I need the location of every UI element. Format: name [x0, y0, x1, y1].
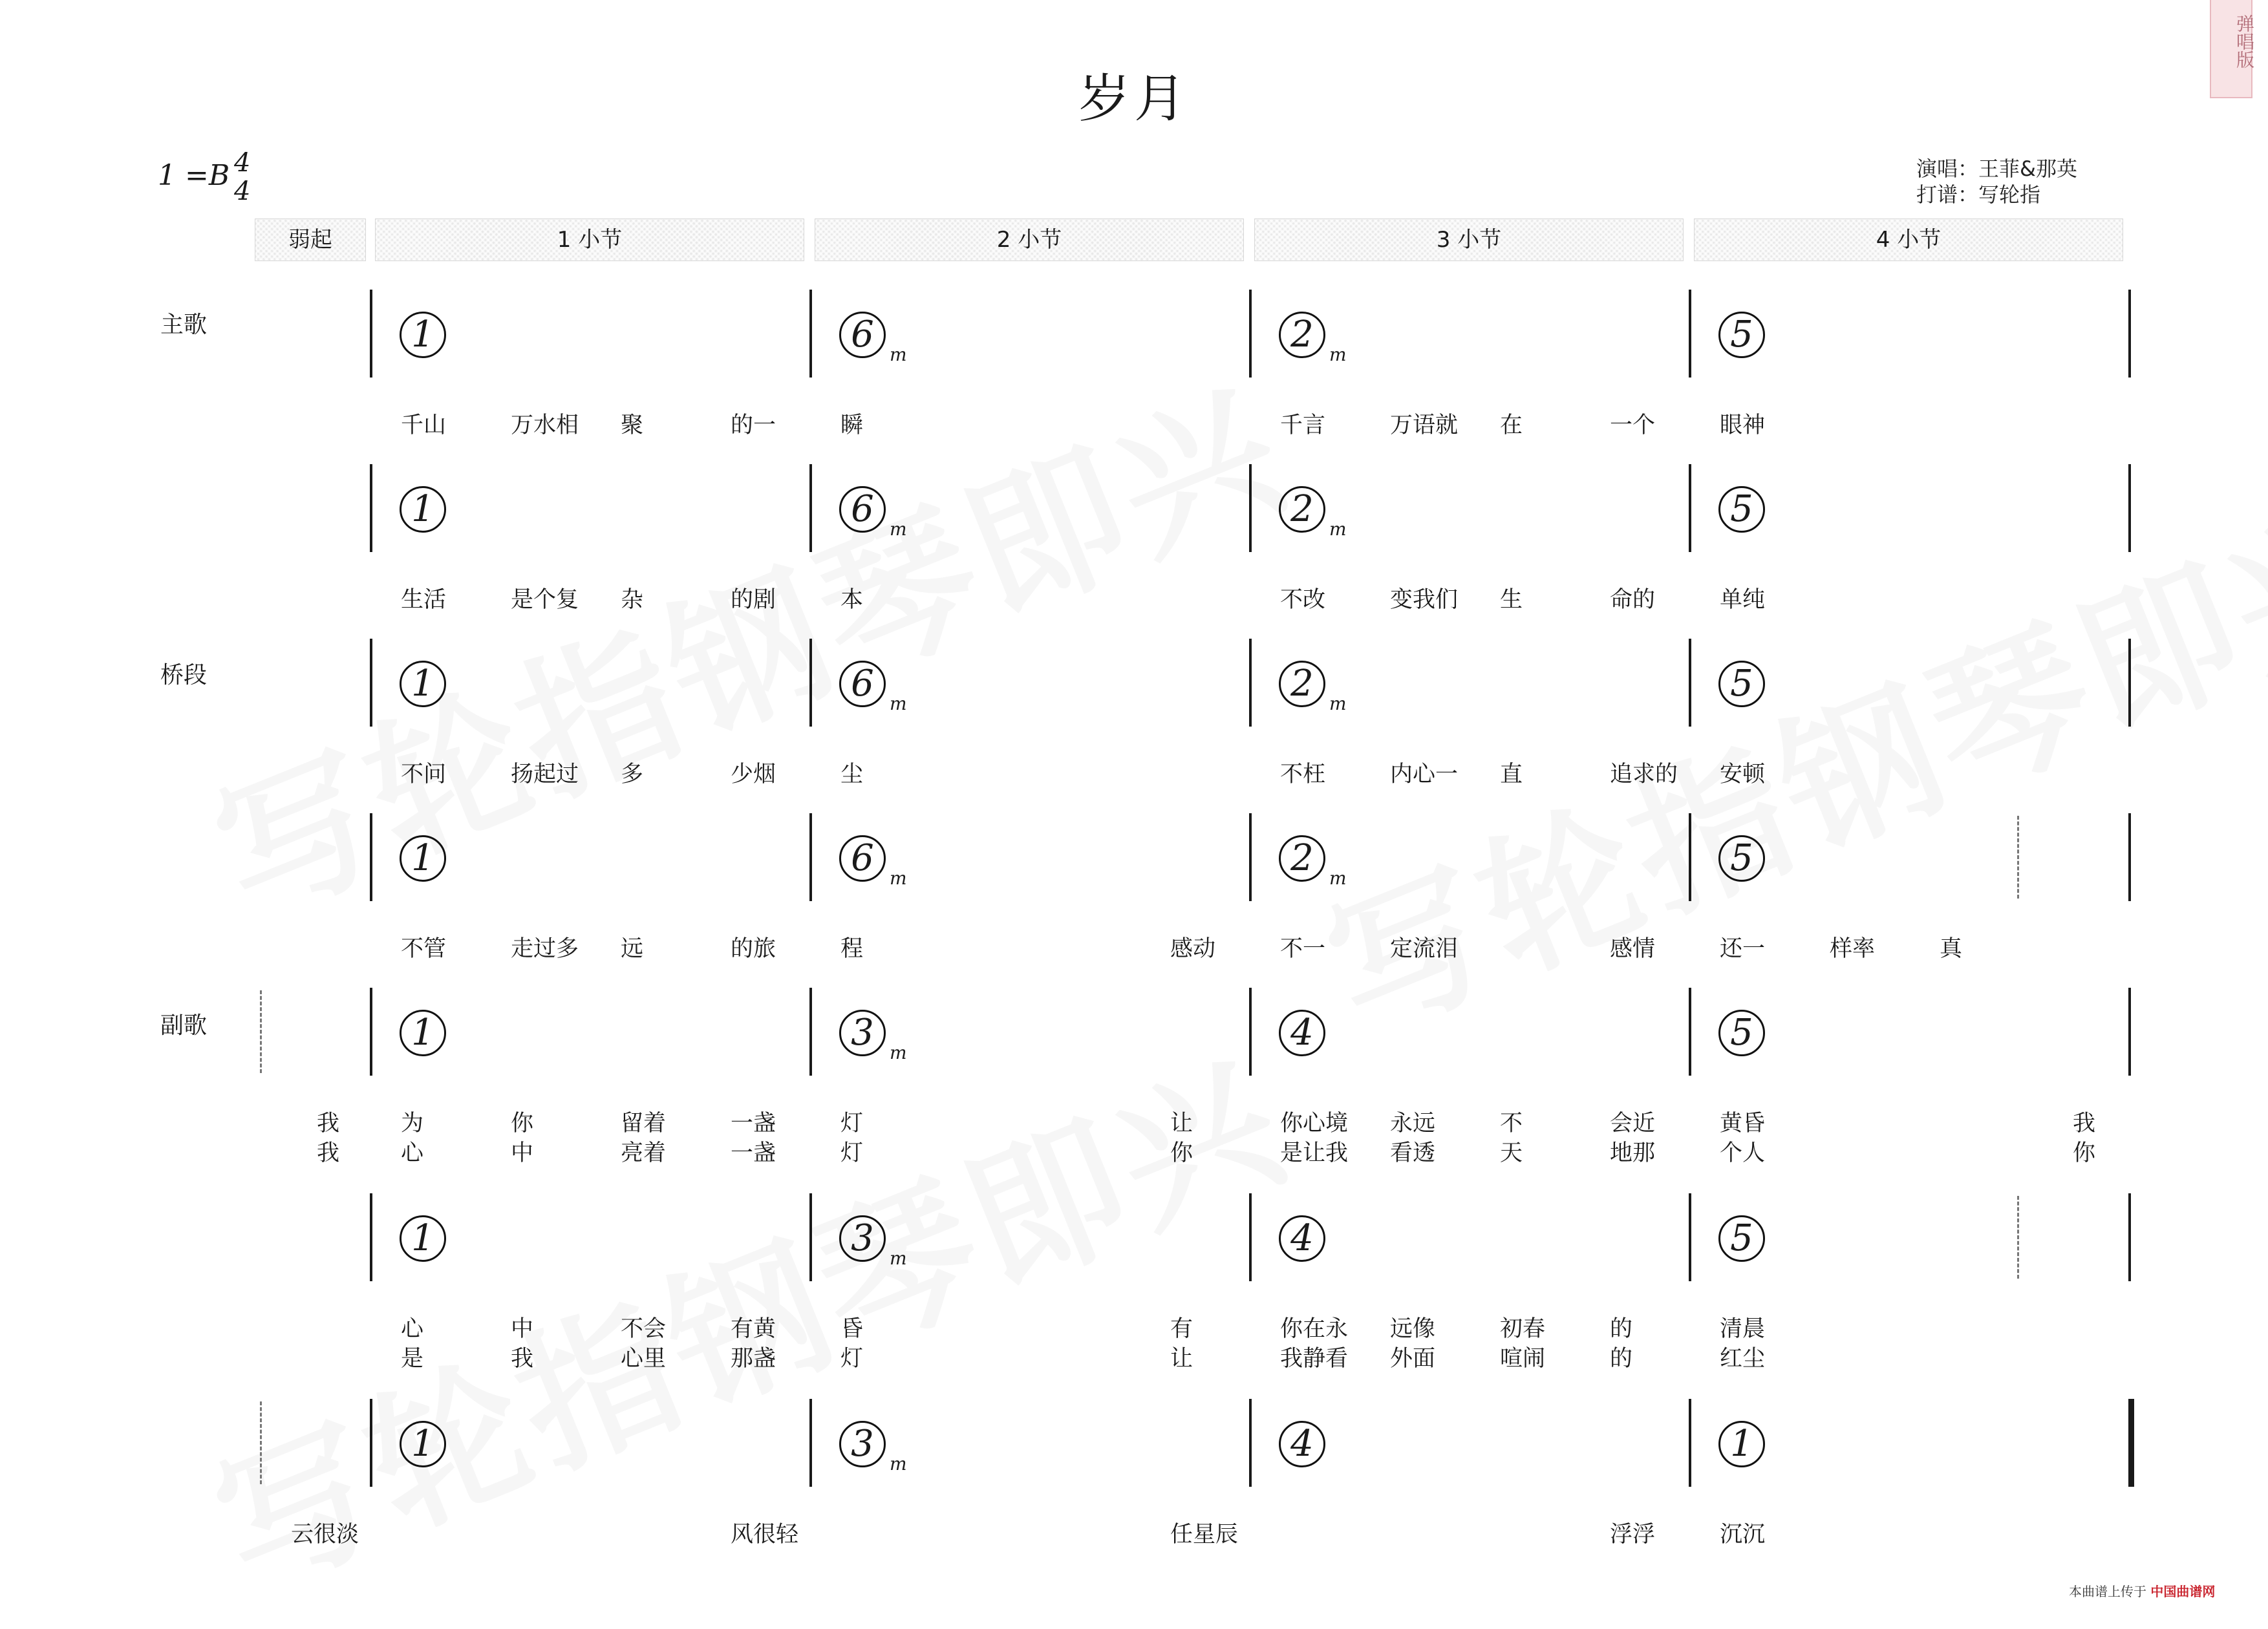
credit-arranger: 打谱：写轮指 [1916, 182, 2041, 207]
lyric-syllable: 亮着 [621, 1140, 667, 1166]
lyric-syllable: 本 [840, 587, 864, 613]
lyric-syllable: 的旅 [731, 936, 776, 962]
lyric-syllable: 为 [401, 1111, 424, 1136]
lyric-syllable: 单纯 [1720, 587, 1766, 613]
chord-degree: 4 [1279, 1421, 1325, 1467]
chord-degree: 2 [1279, 312, 1325, 358]
header-measure-3: 3 小节 [1254, 218, 1684, 261]
chord-degree: 3 [839, 1421, 886, 1467]
lyric-syllable: 天 [1500, 1140, 1523, 1166]
lyric-syllable: 灯 [840, 1346, 864, 1372]
lyric-syllable: 红尘 [1720, 1346, 1766, 1372]
lyric-syllable: 心里 [621, 1346, 667, 1372]
stamp-text: 弹唱版 [2234, 14, 2255, 69]
lyric-syllable: 你 [511, 1111, 534, 1136]
lyric-syllable: 一盏 [731, 1111, 776, 1136]
lyric-syllable: 万语就 [1390, 412, 1459, 438]
lyric-syllable: 你在永 [1280, 1316, 1349, 1342]
footer-note [2069, 1581, 2215, 1600]
chord-degree: 3 [839, 1010, 886, 1056]
lyric-syllable: 变我们 [1390, 587, 1459, 613]
chord-quality: m [890, 518, 907, 540]
chord-degree: 1 [1718, 1421, 1765, 1467]
lyric-syllable: 直 [1500, 761, 1523, 787]
chord-degree: 5 [1718, 1010, 1765, 1056]
lyric-syllable: 万水相 [511, 412, 579, 438]
section-label-bridge: 桥段 [160, 662, 208, 688]
lyric-syllable: 远像 [1390, 1316, 1436, 1342]
section-label-chorus: 副歌 [160, 1012, 208, 1039]
lyric-syllable: 中 [511, 1140, 534, 1166]
bar-line [1249, 464, 1252, 552]
bar-line [370, 290, 372, 378]
lyric-syllable: 杂 [621, 587, 644, 613]
lyric-syllable: 安顿 [1720, 761, 1766, 787]
chord-degree: 6 [839, 486, 886, 533]
chord-degree: 5 [1718, 835, 1765, 882]
lyric-syllable: 让 [1170, 1111, 1193, 1136]
lyric-syllable: 心 [401, 1140, 424, 1166]
chord-quality: m [1329, 518, 1347, 540]
lyric-syllable: 程 [840, 936, 864, 962]
lyric-syllable: 我 [317, 1111, 340, 1136]
lyric-syllable: 瞬 [840, 412, 864, 438]
chord-quality: m [890, 1248, 907, 1269]
lyric-syllable: 是让我 [1280, 1140, 1349, 1166]
header-measure-1: 1 小节 [375, 218, 804, 261]
lyric-syllable: 在 [1500, 412, 1523, 438]
header-measure-4: 4 小节 [1694, 218, 2123, 261]
bar-line [370, 1399, 372, 1487]
lyric-syllable: 的一 [731, 412, 776, 438]
bar-line [1249, 813, 1252, 901]
bar-line [1249, 1399, 1252, 1487]
lyric-syllable: 扬起过 [511, 761, 579, 787]
credit-singer: 演唱：王菲&那英 [1916, 156, 2077, 181]
lyric-syllable: 不问 [401, 761, 447, 787]
lyric-syllable: 心 [401, 1316, 424, 1342]
bar-line [2128, 988, 2131, 1076]
bar-line [809, 813, 812, 901]
lyric-syllable: 走过多 [511, 936, 579, 962]
bar-line [2128, 639, 2131, 727]
lyric-syllable: 风很轻 [731, 1522, 799, 1548]
chord-degree: 5 [1718, 312, 1765, 358]
lyric-syllable: 真 [1940, 936, 1963, 962]
lyric-syllable: 我静看 [1280, 1346, 1349, 1372]
lyric-syllable: 是个复 [511, 587, 579, 613]
header-measure-2: 2 小节 [815, 218, 1244, 261]
bar-line [1689, 639, 1691, 727]
lyric-syllable: 个人 [1720, 1140, 1766, 1166]
chord-degree: 2 [1279, 835, 1325, 882]
bar-line [1689, 464, 1691, 552]
lyric-syllable: 不 [1500, 1111, 1523, 1136]
lyric-syllable: 生 [1500, 587, 1523, 613]
lyric-syllable: 初春 [1500, 1316, 1546, 1342]
lyric-syllable: 千言 [1280, 412, 1326, 438]
time-signature [234, 149, 250, 206]
chord-quality: m [1329, 868, 1347, 889]
bar-line [1249, 290, 1252, 378]
chord-degree: 1 [400, 661, 446, 707]
lyric-syllable: 会近 [1610, 1111, 1656, 1136]
chord-degree: 3 [839, 1215, 886, 1262]
bar-line [1689, 290, 1691, 378]
bar-line [1689, 988, 1691, 1076]
repeat-dash-line [2017, 816, 2019, 899]
chord-degree: 6 [839, 312, 886, 358]
chord-degree: 5 [1718, 1215, 1765, 1262]
lyric-syllable: 清晨 [1720, 1316, 1766, 1342]
bar-line [1249, 1193, 1252, 1281]
chord-degree: 1 [400, 1215, 446, 1262]
lyric-syllable: 有 [1170, 1316, 1193, 1342]
chord-degree: 4 [1279, 1010, 1325, 1056]
chord-degree: 1 [400, 486, 446, 533]
bar-line [1249, 988, 1252, 1076]
lyric-syllable: 不一 [1280, 936, 1326, 962]
bar-line [370, 1193, 372, 1281]
lyric-syllable: 云很淡 [291, 1522, 359, 1548]
lyric-syllable: 我 [2073, 1111, 2096, 1136]
bar-line [370, 988, 372, 1076]
lyric-syllable: 定流泪 [1390, 936, 1459, 962]
lyric-syllable: 不枉 [1280, 761, 1326, 787]
chord-degree: 1 [400, 312, 446, 358]
page-title: 岁月 [1078, 69, 1190, 129]
header-pickup: 弱起 [255, 218, 366, 261]
chord-quality: m [1329, 344, 1347, 365]
bar-line [370, 813, 372, 901]
lyric-syllable: 有黄 [731, 1316, 776, 1342]
lyric-syllable: 的 [1610, 1316, 1633, 1342]
chord-quality: m [890, 1453, 907, 1475]
lyric-syllable: 不管 [401, 936, 447, 962]
lyric-syllable: 永远 [1390, 1111, 1436, 1136]
lyric-syllable: 是 [401, 1346, 424, 1372]
footer-logo: 中国曲谱网 [2150, 1584, 2216, 1599]
bar-line [1689, 813, 1691, 901]
lyric-syllable: 眼神 [1720, 412, 1766, 438]
lyric-syllable: 浮浮 [1610, 1522, 1656, 1548]
meter-top: 4 [234, 148, 251, 178]
lyric-syllable: 留着 [621, 1111, 667, 1136]
bar-line [809, 1399, 812, 1487]
lyric-syllable: 追求的 [1610, 761, 1678, 787]
lyric-syllable: 千山 [401, 412, 447, 438]
bar-line [370, 464, 372, 552]
chord-degree: 4 [1279, 1215, 1325, 1262]
key-signature: 1 =B [158, 159, 230, 192]
lyric-syllable: 我 [511, 1346, 534, 1372]
repeat-dash-line [2017, 1196, 2019, 1279]
lyric-syllable: 外面 [1390, 1346, 1436, 1372]
chord-degree: 5 [1718, 661, 1765, 707]
lyric-syllable: 样率 [1830, 936, 1876, 962]
lyric-syllable: 一个 [1610, 412, 1656, 438]
chord-degree: 2 [1279, 486, 1325, 533]
lyric-syllable: 昏 [840, 1316, 864, 1342]
lyric-syllable: 灯 [840, 1140, 864, 1166]
lyric-syllable: 生活 [401, 587, 447, 613]
bar-line [2128, 290, 2131, 378]
footer-text: 本曲谱上传于 [2069, 1584, 2146, 1599]
lyric-syllable: 我 [317, 1140, 340, 1166]
lyric-syllable: 中 [511, 1316, 534, 1342]
lyric-syllable: 沉沉 [1720, 1522, 1766, 1548]
bar-line [809, 290, 812, 378]
lyric-syllable: 你 [2073, 1140, 2096, 1166]
chord-quality: m [1329, 693, 1347, 714]
bar-line [809, 464, 812, 552]
chord-degree: 6 [839, 661, 886, 707]
chord-degree: 1 [400, 1010, 446, 1056]
bar-line [2128, 813, 2131, 901]
lyric-syllable: 内心一 [1390, 761, 1459, 787]
chord-quality: m [890, 344, 907, 365]
lyric-syllable: 看透 [1390, 1140, 1436, 1166]
lyric-syllable: 喧闹 [1500, 1346, 1546, 1372]
lyric-syllable: 的 [1610, 1346, 1633, 1372]
lyric-syllable: 尘 [840, 761, 864, 787]
chord-degree: 1 [400, 1421, 446, 1467]
lyric-syllable: 不改 [1280, 587, 1326, 613]
bar-line [1689, 1193, 1691, 1281]
lyric-syllable: 那盏 [731, 1346, 776, 1372]
lyric-syllable: 一盏 [731, 1140, 776, 1166]
lyric-syllable: 灯 [840, 1111, 864, 1136]
final-bar-line [2128, 1399, 2134, 1487]
lyric-syllable: 聚 [621, 412, 644, 438]
meter-bottom: 4 [234, 176, 251, 206]
lyric-syllable: 你心境 [1280, 1111, 1349, 1136]
stamp-badge [2210, 0, 2255, 98]
bar-line [2128, 1193, 2131, 1281]
lyric-syllable: 的剧 [731, 587, 776, 613]
lyric-syllable: 命的 [1610, 587, 1656, 613]
chord-degree: 1 [400, 835, 446, 882]
lyric-syllable: 少烟 [731, 761, 776, 787]
lyric-syllable: 多 [621, 761, 644, 787]
chord-degree: 6 [839, 835, 886, 882]
chord-degree: 5 [1718, 486, 1765, 533]
lyric-syllable: 你 [1170, 1140, 1193, 1166]
lyric-syllable: 任星辰 [1170, 1522, 1239, 1548]
bar-line [809, 1193, 812, 1281]
lyric-syllable: 远 [621, 936, 644, 962]
section-label-verse: 主歌 [160, 312, 208, 338]
lyric-syllable: 感动 [1170, 936, 1216, 962]
lyric-syllable: 地那 [1610, 1140, 1656, 1166]
pickup-dash-line [260, 1401, 262, 1484]
lyric-syllable: 黄昏 [1720, 1111, 1766, 1136]
chord-quality: m [890, 868, 907, 889]
lyric-syllable: 让 [1170, 1346, 1193, 1372]
lyric-syllable: 不会 [621, 1316, 667, 1342]
bar-line [1249, 639, 1252, 727]
pickup-dash-line [260, 990, 262, 1073]
chord-degree: 2 [1279, 661, 1325, 707]
bar-line [809, 988, 812, 1076]
bar-line [1689, 1399, 1691, 1487]
lyric-syllable: 还一 [1720, 936, 1766, 962]
chord-quality: m [890, 1042, 907, 1063]
bar-line [809, 639, 812, 727]
bar-line [2128, 464, 2131, 552]
bar-line [370, 639, 372, 727]
chord-quality: m [890, 693, 907, 714]
lyric-syllable: 感情 [1610, 936, 1656, 962]
